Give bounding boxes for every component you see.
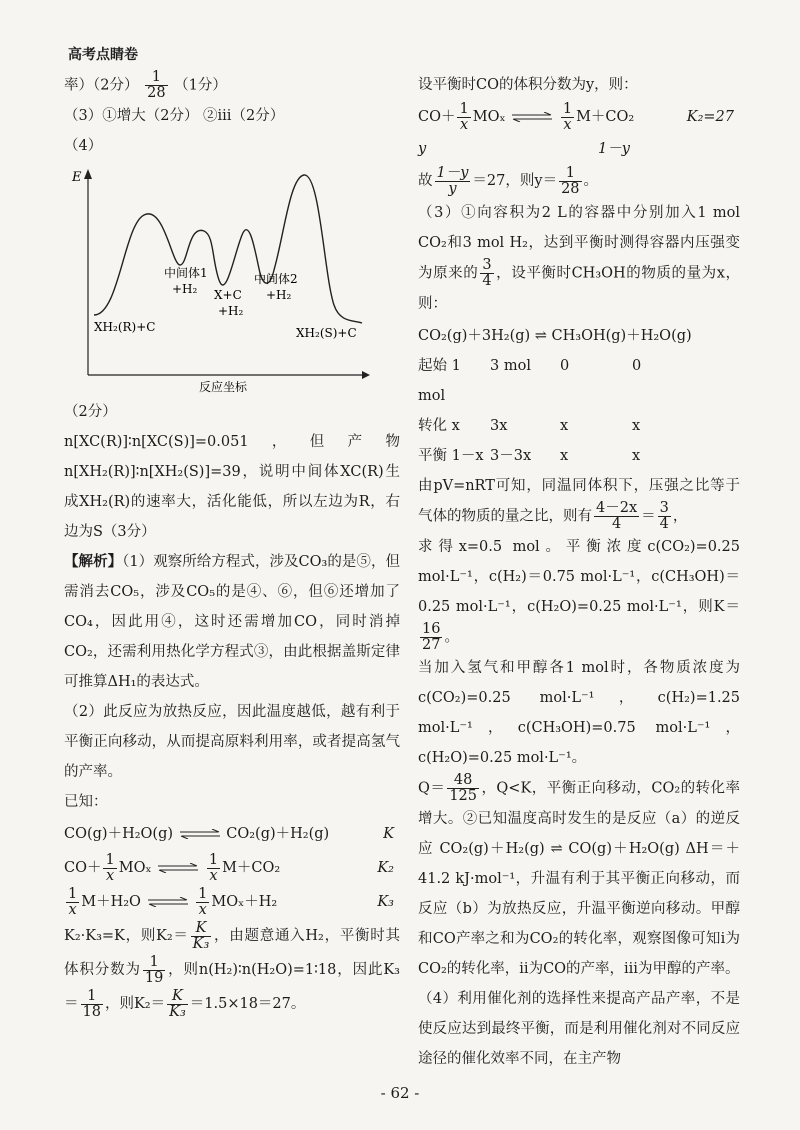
label-intermediate-2-h2: +H₂ [266, 288, 292, 302]
chart-score: （2分） [64, 404, 117, 420]
table-cell: 3 mol [490, 358, 531, 374]
right-para-conc: 求得x=0.5 mol。平衡浓度c(CO₂)=0.25 mol·L⁻¹，c(H₂)＝0.75 mol·L⁻¹，c(CH₃OH)＝0.25 mol·L⁻¹，c(H₂O)=0.25 mol·L⁻¹，则K＝ $\frac{16}{27}$ 。 [418, 539, 740, 653]
right-line-3: 故 $\frac{1-y}{y}$ ＝27，则y＝ $\frac{1}{28}$ 。 [418, 164, 599, 197]
table-cell: 起始 1 mol [418, 358, 461, 404]
para-analysis-1: 【解析】（1）观察所给方程式，涉及CO₃的是⑤，但需消去CO₅，涉及CO₅的是④、⑥，但⑥还增加了CO₄，因此用④，这时还需增加CO，同时消掉CO₂，还需利用热化学方程式③，由此根据盖斯定律可推算ΔH₁的表达式。 [64, 554, 400, 690]
answer-line-2: （3）①增大（2分） ②ⅲ（2分） [64, 108, 285, 124]
x-axis-label: 反应坐标 [199, 380, 248, 394]
right-column [418, 70, 740, 1074]
right-para-4: （4）利用催化剂的选择性来提高产品产率，不是使反应达到最终平衡，而是利用催化剂对不同反应途径的催化效率不同，在主产物 [418, 991, 740, 1067]
known-label: 已知： [64, 794, 108, 810]
table-cell: 3－3x [490, 448, 532, 464]
right-equation-2: CO₂(g)＋3H₂(g) ⇌ CH₃OH(g)＋H₂O(g) [418, 328, 692, 344]
answer-line-3: （4） [64, 138, 103, 154]
label-end: XH₂(S)+C [296, 326, 357, 340]
label-intermediate-1-h2: +H₂ [172, 282, 198, 296]
answer-line-1: 率）（2分） $\frac{1}{28}$ （1分） [64, 69, 227, 101]
right-para-pv: 由pV=nRT可知，同温同体积下，压强之比等于气体的物质的量之比，则有 $\frac{4-2x}{4}$ ＝ $\frac{3}{4}$ ， [418, 478, 740, 532]
equation-1: CO(g)＋H₂O(g) CO₂(g)＋H₂(g) K [64, 826, 394, 842]
analysis-tag: 【解析】 [64, 554, 123, 570]
page-header: 高考点睛卷 [68, 47, 138, 63]
table-cell: 0 [632, 358, 642, 374]
table-cell: x [560, 448, 569, 464]
para-rs: n[XC(R)]∶n[XC(S)]=0.051，但产物n[XH₂(R)]∶n[XH₂(S)]=39，说明中间体XC(R)生成XH₂(R)的速率大，活化能低，所以左边为R，右边为S（3分） [64, 434, 400, 540]
page-number: - 62 - [380, 1084, 420, 1102]
table-cell: x [632, 448, 641, 464]
table-cell: x [632, 418, 641, 434]
right-para-add: 当加入氢气和甲醇各1 mol时，各物质浓度为c(CO₂)=0.25 mol·L⁻¹，c(H₂)=1.25 mol·L⁻¹，c(CH₃OH)=0.75 mol·L⁻¹，c(H₂O)=0.25 mol·L⁻¹。 [418, 660, 740, 766]
table-cell: 3x [490, 418, 508, 434]
ice-table [418, 351, 740, 471]
table-cell: 平衡 1－x [418, 448, 484, 464]
right-y-row: y 1－y [418, 141, 630, 157]
energy-diagram [64, 165, 374, 395]
label-intermediate-1: 中间体1 [164, 266, 208, 280]
equation-2: CO＋ $\frac{1}{x}$ MOₓ $\frac{1}{x}$ M＋CO₂ K₂ [64, 851, 394, 884]
label-intermediate-2: 中间体2 [254, 272, 298, 286]
right-equation: CO＋ $\frac{1}{x}$ MOₓ $\frac{1}{x}$ M＋CO₂ K₂=27 [418, 100, 734, 133]
right-line-1: 设平衡时CO的体积分数为y，则： [418, 77, 638, 93]
equation-3: $\frac{1}{x}$ M＋H₂O $\frac{1}{x}$ MOₓ＋H₂ K₃ [68, 885, 394, 918]
para-analysis-2: （2）此反应为放热反应，因此温度越低，越有利于平衡正向移动，从而提高原料利用率，或者提高氢气的产率。 [64, 704, 400, 780]
label-start: XH₂(R)+C [94, 320, 156, 334]
right-para-3: （3）①向容积为2 L的容器中分别加入1 mol CO₂和3 mol H₂，达到平衡时测得容器内压强变为原来的 $\frac{3}{4}$ ，设平衡时CH₃OH的物质的量为x，则： [418, 205, 741, 312]
y-axis-label: E [72, 170, 82, 185]
table-cell: 转化 x [418, 418, 460, 434]
table-cell: x [560, 418, 569, 434]
label-xc: X+C [214, 288, 242, 302]
right-para-q: Q＝ $\frac{48}{125}$ ，Q<K，平衡正向移动，CO₂的转化率增大。②已知温度高时发生的是反应（a）的逆反应 CO₂(g)＋H₂(g) ⇌ CO(g)＋H₂O(g) ΔH＝＋41.2 kJ·mol⁻¹，升温有利于其平衡正向移动，而反应（b）为放热反应，升温平衡逆向移动。甲醇和CO产率之和为CO₂的转化率，观察图像可知ⅰ为CO₂的转化率，ⅱ为CO的产率，ⅲ为甲醇的产率。 [418, 772, 741, 977]
label-xc-h2: +H₂ [218, 304, 244, 318]
table-cell: 0 [560, 358, 570, 374]
para-k2: K₂·K₃=K，则K₂＝ $\frac{K}{\text{K₃}}$ ，由题意通入H₂，平衡时其体积分数为 $\frac{1}{19}$ ，则n(H₂)∶n(H₂O)=1∶18，因此K₃＝ $\frac{1}{18}$ ，则K₂＝ $\frac{K}{\text{K₃}}$ ＝1.5×18＝27。 [64, 919, 400, 1020]
left-column [64, 70, 400, 1021]
